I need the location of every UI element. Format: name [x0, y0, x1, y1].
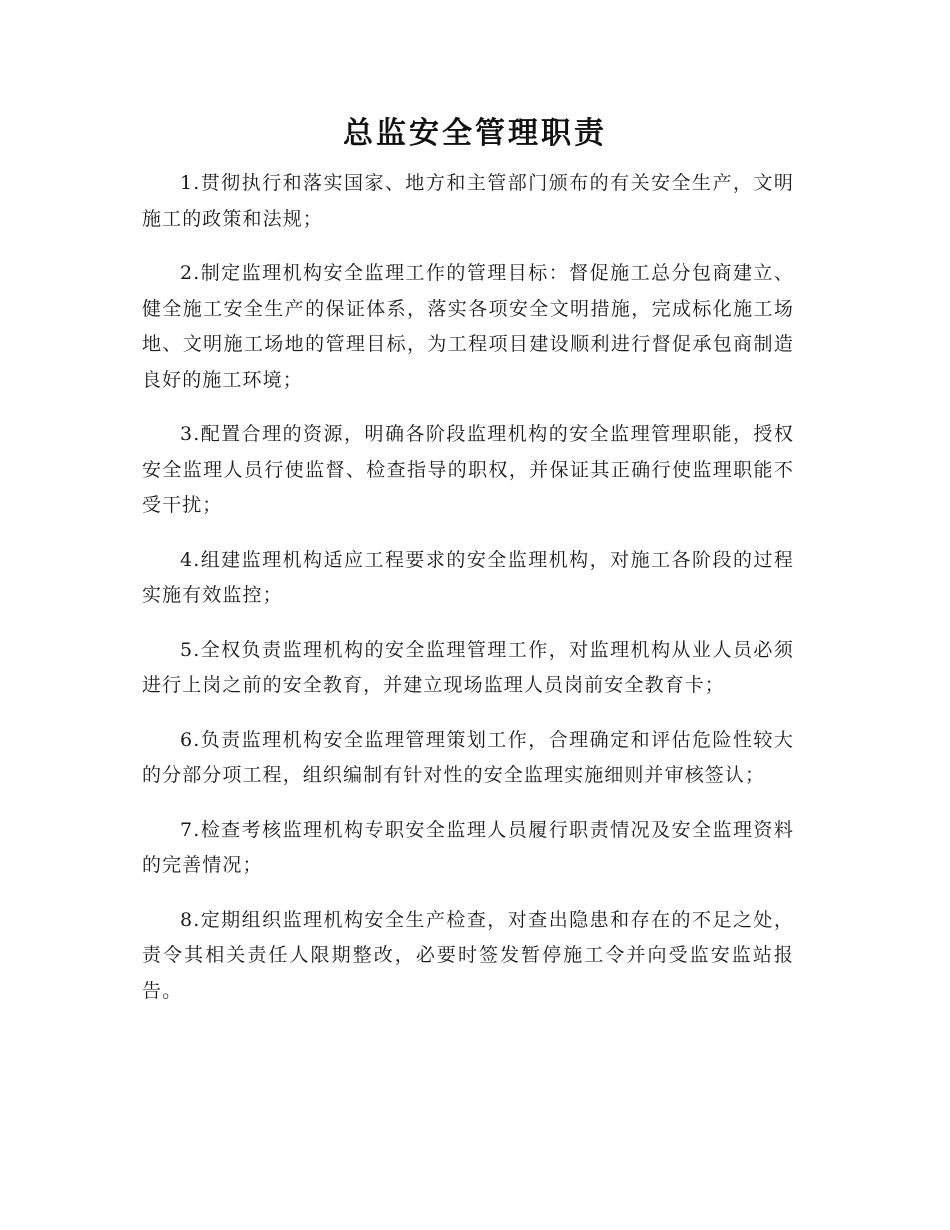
paragraph-8: 8.定期组织监理机构安全生产检查，对查出隐患和存在的不足之处，责令其相关责任人限期整改，必要时签发暂停施工令并向受监安监站报告。	[142, 908, 794, 1002]
paragraph-3: 3.配置合理的资源，明确各阶段监理机构的安全监理管理职能，授权安全监理人员行使监督、检查指导的职权，并保证其正确行使监理职能不受干扰；	[142, 423, 794, 516]
paragraph-2: 2.制定监理机构安全监理工作的管理目标：督促施工总分包商建立、健全施工安全生产的保证体系，落实各项安全文明措施，完成标化施工场地、文明施工场地的管理目标，为工程项目建设顺利进行督促承包商制造良好的施工环境；	[142, 262, 794, 391]
paragraph-7: 7.检查考核监理机构专职安全监理人员履行职责情况及安全监理资料的完善情况；	[142, 818, 794, 876]
paragraph-1: 1.贯彻执行和落实国家、地方和主管部门颁布的有关安全生产，文明施工的政策和法规；	[142, 172, 794, 230]
document-title: 总监安全管理职责	[343, 116, 607, 151]
paragraph-4: 4.组建监理机构适应工程要求的安全监理机构，对施工各阶段的过程实施有效监控；	[142, 548, 794, 606]
paragraph-5: 5.全权负责监理机构的安全监理管理工作，对监理机构从业人员必须进行上岗之前的安全教育，并建立现场监理人员岗前安全教育卡；	[142, 638, 794, 696]
document-body	[142, 166, 794, 1028]
paragraph-6: 6.负责监理机构安全监理管理策划工作，合理确定和评估危险性较大的分部分项工程，组织编制有针对性的安全监理实施细则并审核签认；	[142, 728, 794, 786]
